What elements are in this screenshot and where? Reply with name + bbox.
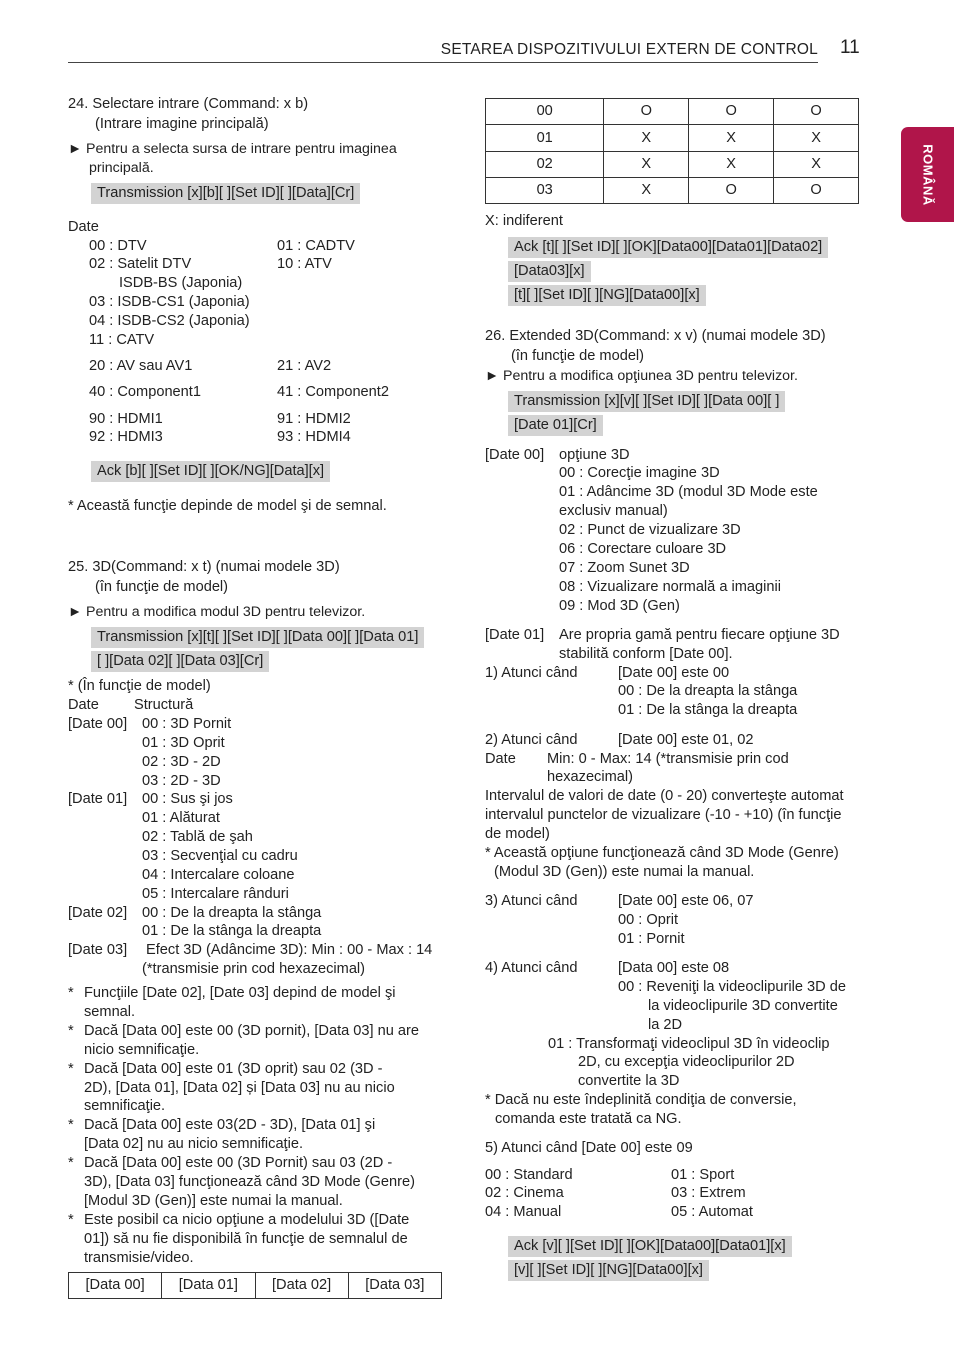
date-value: 01 : Adâncime 3D (modul 3D Mode este [559, 484, 818, 500]
table-cell: 01 [486, 125, 604, 152]
section-24-bullet: ► Pentru a selecta sursa de intrare pentru imaginea [68, 141, 397, 157]
date-value: 01 : Alăturat [142, 810, 220, 826]
note-text: [Data 02] nu au nicio semnificaţie. [84, 1136, 304, 1152]
input-option: 10 : ATV [277, 256, 332, 272]
table-cell: X [689, 125, 774, 152]
date-value: 08 : Vizualizare normală a imaginii [559, 579, 781, 595]
date-value: 01 : De la stânga la dreapta [142, 923, 322, 939]
date-key: [Date 00] [485, 447, 545, 463]
table-cell: 00 [486, 99, 604, 125]
table-cell: X [604, 178, 689, 204]
section-25-ack: Ack [t][ ][Set ID][ ][OK][Data00][Data01][Data02] [508, 237, 828, 258]
language-tab [901, 127, 954, 222]
date-value: stabilită conform [Date 00]. [559, 646, 733, 662]
table-cell: X [604, 125, 689, 152]
structure-label: Structură [134, 697, 194, 713]
date-key: [Date 02] [68, 905, 128, 921]
note-text: 3D), [Data 03] funcţionează când 3D Mode (Genre) [84, 1174, 415, 1190]
table-row [486, 152, 859, 178]
note-text: Dacă [Data 00] este 03(2D - 3D), [Data 01] şi [84, 1117, 376, 1133]
case-text: Intervalul de valori de date (0 - 20) converteşte automat [485, 788, 844, 804]
section-24-note: * Această funcţie depinde de model şi de semnal. [68, 498, 387, 514]
input-option: 41 : Component2 [277, 384, 389, 400]
table-cell: X [689, 152, 774, 178]
note-text: Dacă [Data 00] este 00 (3D Pornit) sau 03 (2D - [84, 1155, 393, 1171]
note-text: 2D), [Data 01], [Data 02] și [Data 03] nu au nicio [84, 1080, 395, 1096]
note-text: Dacă [Data 00] este 00 (3D pornit), [Data 03] nu are [84, 1023, 420, 1039]
input-option: ISDB-BS (Japonia) [119, 275, 243, 291]
table-cell: X [604, 152, 689, 178]
input-option: 00 : DTV [89, 238, 147, 254]
section-26-command-cont: [Date 01][Cr] [508, 415, 603, 436]
input-option: 01 : CADTV [277, 238, 355, 254]
section-25-bullet: ► Pentru a modifica modul 3D pentru televizor. [68, 604, 366, 620]
section-25-title: 25. 3D(Command: x t) (numai modele 3D) [68, 559, 340, 575]
date-value: 00 : Sus şi jos [142, 791, 233, 807]
case-note: * Această opţiune funcţionează când 3D Mode (Genre) [485, 845, 839, 861]
header-title: SETAREA DISPOZITIVULUI EXTERN DE CONTROL [440, 41, 818, 58]
table-row [69, 1273, 442, 1299]
page-number: 11 [840, 37, 860, 58]
date-key: [Date 03] [68, 942, 128, 958]
input-option: 40 : Component1 [89, 384, 201, 400]
date-value: 01 : 3D Oprit [142, 735, 225, 751]
input-option: 21 : AV2 [277, 358, 332, 374]
mode-option: 01 : Sport [671, 1167, 735, 1183]
date-label: Date [68, 219, 99, 235]
section-26-command: Transmission [x][v][ ][Set ID][ ][Data 00][ ] [508, 391, 785, 412]
case-text: de model) [485, 826, 550, 842]
date-value: 00 : De la dreapta la stânga [142, 905, 322, 921]
mode-option: 03 : Extrem [671, 1185, 746, 1201]
case-label: 4) Atunci când [485, 960, 578, 976]
case-label: 5) Atunci când [Date 00] este 09 [485, 1140, 693, 1156]
note-star: * [68, 1155, 74, 1171]
case-value: 00 : Reveniţi la videoclipurile 3D de [618, 979, 846, 995]
table-cell: O [689, 178, 774, 204]
input-option: 11 : CATV [89, 332, 155, 348]
case-value: 00 : Oprit [618, 912, 679, 928]
note-text: semnificaţie. [84, 1098, 166, 1114]
date-value: 02 : Tablă de şah [142, 829, 253, 845]
date-value: 04 : Intercalare coloane [142, 867, 295, 883]
section-24-title: 24. Selectare intrare (Command: x b) [68, 96, 309, 112]
section-25-ack-cont: [Data03][x] [508, 261, 591, 282]
table-cell: O [604, 99, 689, 125]
input-option: 91 : HDMI2 [277, 411, 351, 427]
table-row [486, 178, 859, 204]
mode-option: 00 : Standard [485, 1167, 573, 1183]
table-cell: O [774, 178, 859, 204]
data-header-table [68, 1272, 442, 1299]
case-condition: [Data 00] este 08 [618, 960, 730, 976]
table-cell: 03 [486, 178, 604, 204]
indifferent-note: X: indiferent [485, 213, 563, 229]
section-26-bullet: ► Pentru a modifica opţiunea 3D pentru televizor. [485, 368, 798, 384]
case-label: 2) Atunci când [485, 732, 578, 748]
case-condition: [Date 00] este 01, 02 [618, 732, 754, 748]
case-value: la videoclipurile 3D convertite [648, 998, 838, 1014]
input-option: 03 : ISDB-CS1 (Japonia) [89, 294, 250, 310]
section-25-command: Transmission [x][t][ ][Set ID][ ][Data 00][ ][Data 01] [91, 627, 424, 648]
case-value: la 2D [648, 1017, 683, 1033]
date-value: 05 : Intercalare rânduri [142, 886, 289, 902]
data-values-table [485, 98, 859, 204]
table-row [486, 99, 859, 125]
input-option: 04 : ISDB-CS2 (Japonia) [89, 313, 250, 329]
case-note: (Modul 3D (Gen)) este numai la manual. [494, 864, 755, 880]
note-text: transmisie/video. [84, 1250, 194, 1266]
case-value: 01 : De la stânga la dreapta [618, 702, 798, 718]
section-26-ack: Ack [v][ ][Set ID][ ][OK][Data00][Data01][x] [508, 1236, 792, 1257]
case-value: 01 : Transformaţi videoclipul 3D în videoclip [548, 1036, 830, 1052]
date-value: 07 : Zoom Sunet 3D [559, 560, 690, 576]
section-24-bullet-cont: principală. [89, 160, 154, 176]
date-key: [Date 01] [485, 627, 545, 643]
case-value: hexazecimal) [547, 769, 633, 785]
case-value: convertite la 3D [578, 1073, 680, 1089]
date-value: Efect 3D (Adâncime 3D): Min : 00 - Max : 14 [146, 942, 433, 958]
date-value: 03 : 2D - 3D [142, 773, 221, 789]
case-condition: [Date 00] este 00 [618, 665, 730, 681]
date-value: 06 : Corectare culoare 3D [559, 541, 727, 557]
note-star: * [68, 1212, 74, 1228]
language-tab-label: ROMÂNĂ [920, 143, 935, 206]
date-value: Are propria gamă pentru fiecare opţiune 3D [559, 627, 840, 643]
note-text: Este posibil ca nicio opţiune a modelului 3D ([Date [84, 1212, 410, 1228]
note-star: * [68, 1023, 74, 1039]
table-header-cell: [Data 03] [348, 1273, 441, 1299]
note-text: 01]) să nu fie disponibilă în funcţie de semnalul de [84, 1231, 408, 1247]
case-value: 01 : Pornit [618, 931, 685, 947]
input-option: 02 : Satelit DTV [89, 256, 192, 272]
note-text: Funcţiile [Date 02], [Date 03] depind de model şi [84, 985, 396, 1001]
input-option: 92 : HDMI3 [89, 429, 163, 445]
section-26-ack-ng: [v][ ][Set ID][ ][NG][Data00][x] [508, 1260, 709, 1281]
note-star: * [68, 1061, 74, 1077]
section-24-command: Transmission [x][b][ ][Set ID][ ][Data][Cr] [91, 183, 360, 204]
input-option: 90 : HDMI1 [89, 411, 163, 427]
date-value: 02 : Punct de vizualizare 3D [559, 522, 741, 538]
case-note: * Dacă nu este îndeplinită condiţia de conversie, [485, 1092, 797, 1108]
page-header [68, 40, 818, 63]
case-value: 2D, cu excepţia videoclipurilor 2D [578, 1054, 795, 1070]
section-24-ack: Ack [b][ ][Set ID][ ][OK/NG][Data][x] [91, 461, 330, 482]
case-value: 00 : De la dreapta la stânga [618, 683, 798, 699]
section-26-title: 26. Extended 3D(Command: x v) (numai modele 3D) [485, 328, 826, 344]
date-value: 09 : Mod 3D (Gen) [559, 598, 680, 614]
table-cell: X [774, 152, 859, 178]
date-value: 02 : 3D - 2D [142, 754, 221, 770]
date-value: 00 : Corecţie imagine 3D [559, 465, 720, 481]
note-star: * [68, 1117, 74, 1133]
note-text: [Modul 3D (Gen)] este numai la manual. [84, 1193, 343, 1209]
case-label: 3) Atunci când [485, 893, 578, 909]
case-note: comanda este tratată ca NG. [495, 1111, 682, 1127]
note-text: Dacă [Data 00] este 01 (3D oprit) sau 02 (3D - [84, 1061, 383, 1077]
table-cell: 02 [486, 152, 604, 178]
table-cell: O [774, 99, 859, 125]
section-25-subtitle: (în funcţie de model) [95, 579, 229, 595]
date-label: Date [485, 751, 516, 767]
note-star: * [68, 985, 74, 1001]
date-key: [Date 00] [68, 716, 128, 732]
mode-option: 02 : Cinema [485, 1185, 564, 1201]
date-value: opţiune 3D [559, 447, 630, 463]
table-header-cell: [Data 00] [69, 1273, 162, 1299]
date-value: exclusiv manual) [559, 503, 668, 519]
date-value: (*transmisie prin cod hexazecimal) [142, 961, 366, 977]
table-header-cell: [Data 02] [255, 1273, 348, 1299]
note-text: semnal. [84, 1004, 136, 1020]
date-label: Date [68, 697, 99, 713]
case-condition: [Date 00] este 06, 07 [618, 893, 754, 909]
table-row [486, 125, 859, 152]
section-26-subtitle: (în funcţie de model) [511, 348, 645, 364]
case-label: 1) Atunci când [485, 665, 578, 681]
case-value: Min: 0 - Max: 14 (*transmisie prin cod [547, 751, 789, 767]
date-key: [Date 01] [68, 791, 128, 807]
input-option: 93 : HDMI4 [277, 429, 351, 445]
mode-option: 05 : Automat [671, 1204, 753, 1220]
section-25-ack-ng: [t][ ][Set ID][ ][NG][Data00][x] [508, 285, 706, 306]
date-value: 00 : 3D Pornit [142, 716, 232, 732]
case-text: intervalul punctelor de vizualizare (-10 - +10) (în funcţie [485, 807, 842, 823]
input-option: 20 : AV sau AV1 [89, 358, 193, 374]
table-header-cell: [Data 01] [162, 1273, 255, 1299]
model-note: * (În funcţie de model) [68, 678, 211, 694]
section-25-command-cont: [ ][Data 02][ ][Data 03][Cr] [91, 651, 269, 672]
section-24-subtitle: (Intrare imagine principală) [95, 116, 269, 132]
note-text: nicio semnificaţie. [84, 1042, 200, 1058]
table-cell: O [689, 99, 774, 125]
date-value: 03 : Secvenţial cu cadru [142, 848, 298, 864]
mode-option: 04 : Manual [485, 1204, 562, 1220]
table-cell: X [774, 125, 859, 152]
